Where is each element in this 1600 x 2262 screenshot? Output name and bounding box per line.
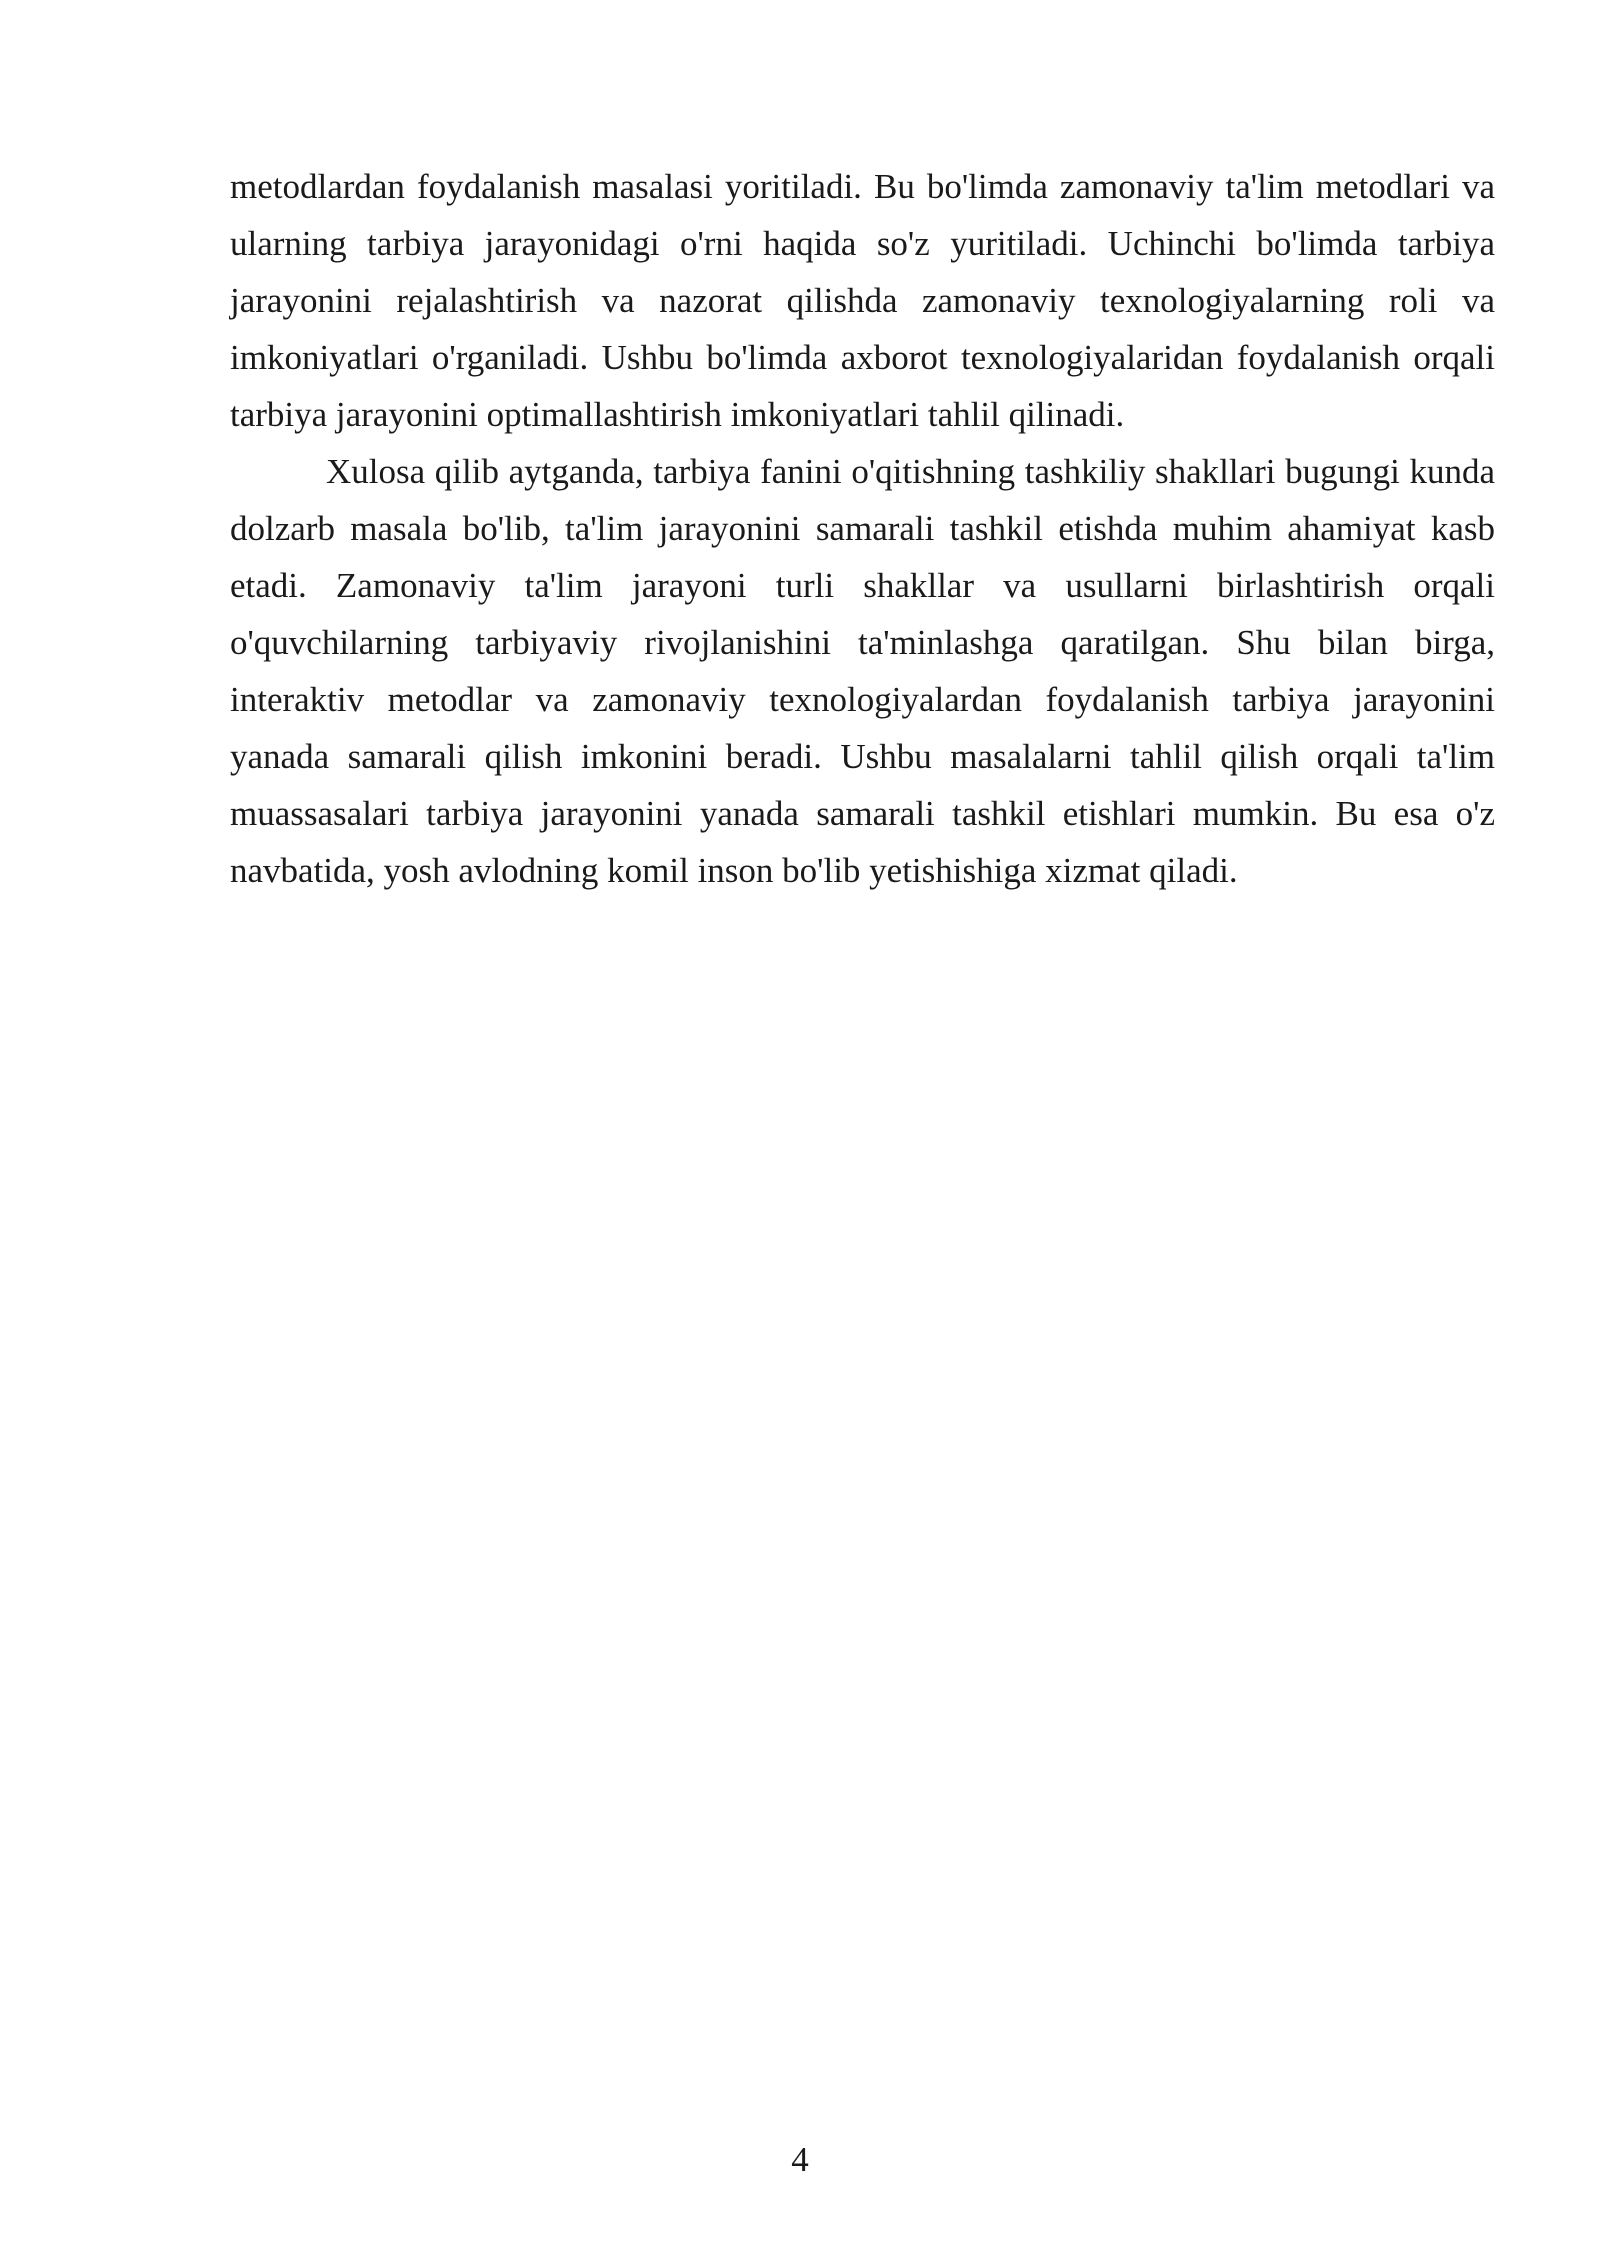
page-number: 4: [791, 2140, 809, 2179]
paragraph-conclusion: Xulosa qilib aytganda, tarbiya fanini o'qitishning tashkiliy shakllari bugungi kunda dolzarb masala bo'lib, ta'lim jarayonini samarali tashkil etishda muhim ahamiyat kasb etadi. Zamonaviy ta'lim jarayoni turli shakllar va usullarni birlashtirish orqali o'quvchilarning tarbiyaviy rivojlanishini ta'minlashga qaratilgan. Shu bilan birga, interaktiv metodlar va zamonaviy texnologiyalardan foydalanish tarbiya jarayonini yanada samarali qilish imkonini beradi. Ushbu masalalarni tahlil qilish orqali ta'lim muassasalari tarbiya jarayonini yanada samarali tashkil etishlari mumkin. Bu esa o'z navbatida, yosh avlodning komil inson bo'lib yetishishiga xizmat qiladi.: [230, 452, 1495, 890]
paragraph-continuation: metodlardan foydalanish masalasi yoritiladi. Bu bo'limda zamonaviy ta'lim metodlari va ularning tarbiya jarayonidagi o'rni haqida so'z yuritiladi. Uchinchi bo'limda tarbiya jarayonini rejalashtirish va nazorat qilishda zamonaviy texnologiyalarning roli va imkoniyatlari o'rganiladi. Ushbu bo'limda axborot texnologiyalaridan foydalanish orqali tarbiya jarayonini optimallashtirish imkoniyatlari tahlil qilinadi.: [230, 167, 1495, 434]
body-text: [230, 158, 1495, 899]
